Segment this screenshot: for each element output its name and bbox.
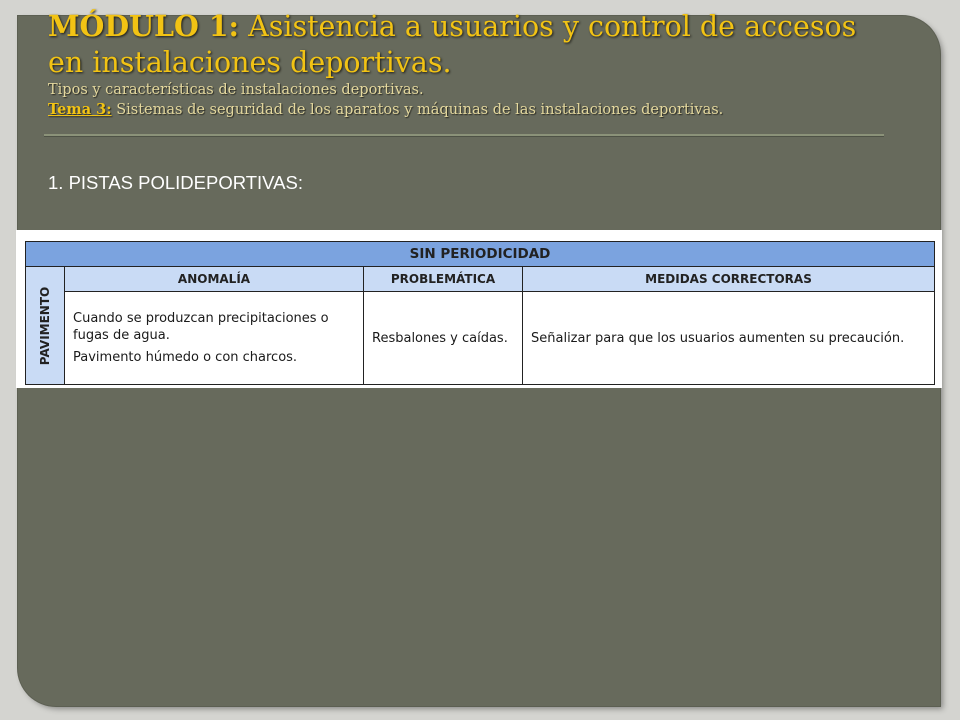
column-header-anomalia: ANOMALÍA: [65, 267, 364, 292]
tema-label: Tema 3:: [48, 101, 112, 118]
cell-anomalia: [65, 292, 364, 385]
cell-medidas: Señalizar para que los usuarios aumenten su precaución.: [523, 292, 935, 385]
column-header-problematica: PROBLEMÁTICA: [364, 267, 523, 292]
tema-text: Sistemas de seguridad de los aparatos y máquinas de las instalaciones deportivas.: [116, 102, 724, 118]
anomalia-line: Pavimento húmedo o con charcos.: [73, 350, 298, 365]
maintenance-table: [25, 241, 935, 385]
tema-line: [48, 100, 888, 120]
row-label: PAVIMENTO: [38, 286, 52, 365]
slide-subtitle: Tipos y características de instalaciones deportivas.: [48, 82, 424, 98]
slide-title: [48, 8, 888, 81]
section-heading: 1. PISTAS POLIDEPORTIVAS:: [48, 172, 303, 193]
module-label: MÓDULO 1:: [48, 9, 240, 43]
slide-title-block: [48, 8, 888, 120]
module-title: Asistencia a usuarios y control de accesos en instalaciones deportivas.: [48, 10, 857, 79]
cell-problematica: Resbalones y caídas.: [364, 292, 523, 385]
table-panel: [16, 230, 942, 388]
title-divider: [44, 134, 884, 137]
row-label-cell: [26, 267, 65, 385]
anomalia-line: Cuando se produzcan precipitaciones o fugas de agua.: [73, 311, 329, 343]
table-row: [26, 292, 935, 385]
table-group-header: SIN PERIODICIDAD: [26, 242, 935, 267]
column-header-medidas: MEDIDAS CORRECTORAS: [523, 267, 935, 292]
